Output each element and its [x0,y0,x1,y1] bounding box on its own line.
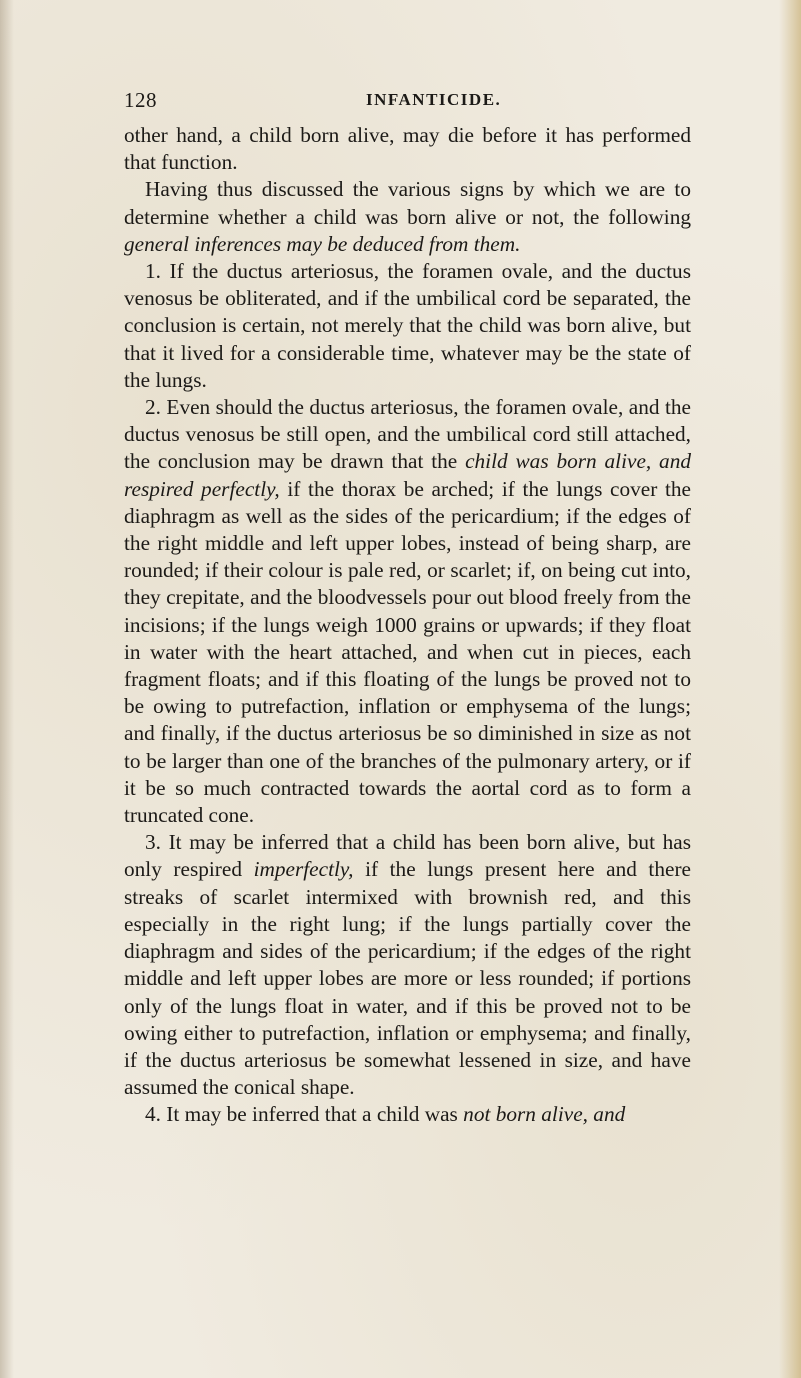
page-number: 128 [124,88,157,112]
paragraph-text: if the thorax be arched; if the lungs cover the diaphragm as well as the sides of the pericardium; if the edges of the right middle and left upper lobes, instead of being sharp, are rounded; if their colour is pale red, or scarlet; if, on being cut into, they crepitate, and the bloodvessels pour out blood freely from the incisions; if the lungs weigh 1000 grains or upwards; if they float in water with the heart attached, and when cut in pieces, each fragment floats; and if this floating of the lungs be proved not to be owing to putrefaction, inflation or emphysema of the lungs; and finally, if the ductus arteriosus be so diminished in size as not to be larger than one of the branches of the pulmonary artery, or if it be so much contracted towards the aortal cord as to form a truncated cone. [124,476,692,828]
italic-phrase: imperfectly, [253,857,354,882]
paragraph-inference-2 [124,394,691,829]
paragraph-text: if the lungs present here and there streaks of scarlet intermixed with brownish red, and this especially in the right lung; if the lungs partially cover the diaphragm and sides of the pericardium; if the edges of the right middle and left upper lobes are more or less rounded; if portions only of the lungs float in water, and if this be proved not to be owing either to putrefaction, inflation or emphysema; and finally, if the ductus arteriosus be somewhat lessened in size, and have assumed the conical shape. [124,857,691,1100]
page-header [124,80,691,114]
paragraph-general-inferences [124,176,691,258]
paragraph-inference-1 [124,258,691,394]
italic-phrase: not born alive, and [463,1102,626,1127]
paragraph-text: It may be inferred that a child has been born alive, but has only respired [124,830,691,882]
inference-number: 2. [145,395,161,420]
paragraph-text: Even should the ductus arteriosus, the foramen ovale, and the ductus venosus be still open, and the umbilical cord still attached, the conclusion may be drawn that the [124,395,691,474]
book-page [124,80,691,1129]
italic-phrase: child was born alive, and respired perfectly, [124,449,692,501]
page-edge-shadow [779,0,801,1378]
paragraph-inference-4 [124,1101,691,1128]
paragraph-continuation [124,122,691,176]
inference-number: 4. [145,1102,161,1127]
page-spine-shadow [0,0,14,1378]
paragraph-text: Having thus discussed the various signs by which we are to determine whether a child was born alive or not, the following [124,177,691,229]
italic-phrase: general inferences may be deduced from them. [124,231,521,256]
paragraph-text: It may be inferred that a child was [160,1102,464,1127]
inference-number: 3. [145,830,161,855]
body-text [124,122,691,1129]
paragraph-text: If the ductus arteriosus, the foramen ovale, and the ductus venosus be obliterated, and if the umbilical cord be separated, the conclusion is certain, not merely that the child was born alive, but that it lived for a considerable time, whatever may be the state of the lungs. [124,259,691,392]
running-head: INFANTICIDE. [366,90,502,109]
paragraph-text: other hand, a child born alive, may die before it has performed that function. [124,123,691,175]
paragraph-inference-3 [124,829,691,1101]
inference-number: 1. [145,259,161,284]
